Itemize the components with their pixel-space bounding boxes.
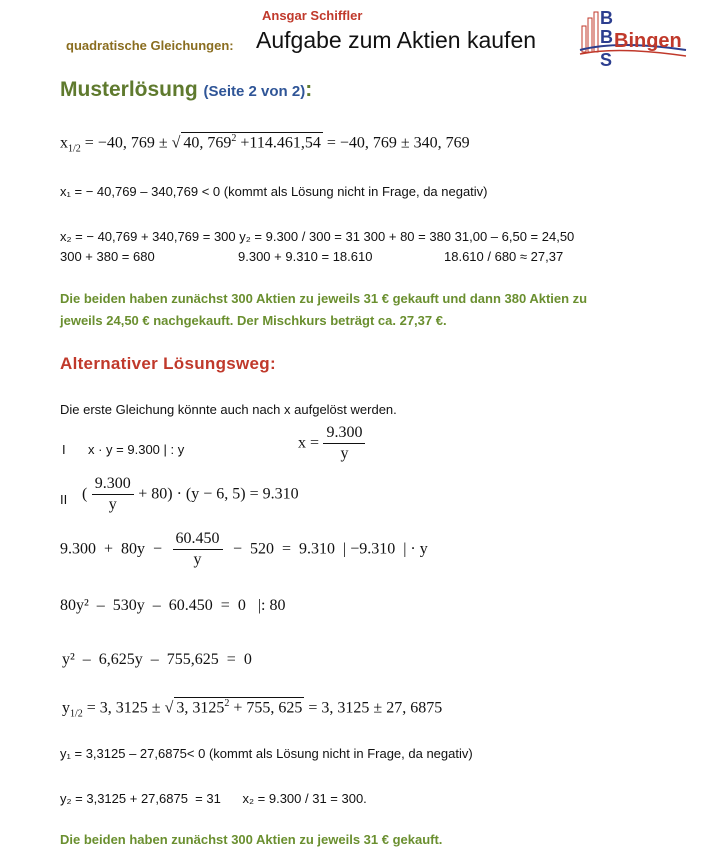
eq2-label: II — [60, 492, 68, 507]
eq2-den: y — [108, 496, 117, 513]
page-note: (Seite 2 von 2) — [203, 83, 306, 100]
eq3 — [60, 530, 428, 569]
eq1-fraction — [323, 424, 365, 463]
eq-x12-rad-b: +114.461,54 — [236, 134, 321, 152]
eq6-a: = 3, 3125 ± — [82, 699, 165, 717]
section-heading-musterloesung — [60, 78, 312, 102]
musterloesung-title: Musterlösung — [60, 78, 198, 101]
y1-line: y₁ = 3,3125 – 27,6875< 0 (kommt als Lösung nicht in Frage, da negativ) — [60, 746, 473, 761]
author-name: Ansgar Schiffler — [262, 8, 363, 23]
eq-x12-a: = −40, 769 ± — [80, 134, 172, 152]
eq-x12-rad-a: 40, 769 — [183, 134, 232, 152]
eq2-rest: + 80) · (y − 6, 5) = 9.310 — [138, 485, 299, 503]
eq6-radicand — [174, 697, 304, 717]
eq1-x: x = — [298, 434, 320, 452]
y2-line: y₂ = 3,3125 + 27,6875 = 31 x₂ = 9.300 / 31 = 300. — [60, 791, 367, 806]
eq1-label: I — [62, 442, 66, 457]
eq3-b: − 520 = 9.310 | −9.310 | · y — [232, 540, 428, 558]
eq2-fraction — [92, 475, 134, 514]
eq-x12-sub: 1/2 — [68, 143, 81, 155]
eq6-sub: 1/2 — [70, 708, 83, 720]
eq-x12-radicand — [181, 132, 322, 152]
sum-b: 9.300 + 9.310 = 18.610 — [238, 249, 373, 264]
eq-x12-rad-exp: 2 — [231, 133, 237, 144]
eq-x12-b: = −40, 769 ± 340, 769 — [322, 134, 470, 152]
alt-intro: Die erste Gleichung könnte auch nach x aufgelöst werden. — [60, 402, 397, 417]
heading-colon: : — [305, 78, 313, 101]
eq2-num: 9.300 — [92, 475, 134, 495]
equation-y12 — [62, 697, 442, 720]
equation-x12 — [60, 132, 470, 155]
eq1-text: x · y = 9.300 | : y — [88, 442, 185, 457]
eq6-rad-b: + 755, 625 — [229, 699, 303, 717]
sqrt-icon: √ — [171, 134, 181, 152]
x2-line: x₂ = − 40,769 + 340,769 = 300 y₂ = 9.300 / 300 = 31 300 + 80 = 380 31,00 – 6,50 = 24,50 — [60, 229, 575, 244]
eq1-den: y — [340, 445, 349, 462]
page-title: Aufgabe zum Aktien kaufen — [256, 27, 537, 53]
alt-result: Die beiden haben zunächst 300 Aktien zu jeweils 31 € gekauft. — [60, 832, 443, 847]
eq3-a: 9.300 + 80y − — [60, 540, 163, 558]
bbs-bingen-logo — [578, 6, 690, 68]
eq3-fraction — [173, 530, 223, 569]
section-heading-alternativ: Alternativer Lösungsweg: — [60, 354, 276, 373]
result-line-2: jeweils 24,50 € nachgekauft. Der Mischkurs beträgt ca. 27,37 €. — [60, 313, 447, 328]
eq6-lhs: y — [62, 699, 70, 717]
logo-text: Bingen — [614, 30, 682, 52]
eq4: 80y² – 530y – 60.450 = 0 |: 80 — [60, 597, 286, 614]
sqrt-icon: √ — [164, 699, 174, 717]
eq-x12-lhs: x — [60, 134, 68, 152]
subject-label: quadratische Gleichungen: — [66, 38, 234, 53]
logo-letter-b2: B — [600, 27, 613, 47]
logo-letter-s: S — [600, 50, 613, 68]
logo-letter-b1: B — [600, 8, 613, 28]
eq2-open: ( — [82, 485, 88, 503]
sum-c: 18.610 / 680 ≈ 27,37 — [444, 249, 564, 264]
eq5: y² – 6,625y – 755,625 = 0 — [62, 651, 252, 668]
eq6-b: = 3, 3125 ± 27, 6875 — [304, 699, 443, 717]
sum-a: 300 + 380 = 680 — [60, 249, 155, 264]
eq1-solved — [298, 424, 365, 463]
x1-line: x₁ = − 40,769 – 340,769 < 0 (kommt als Lösung nicht in Frage, da negativ) — [60, 184, 488, 199]
eq6-rad-a: 3, 3125 — [176, 699, 225, 717]
eq1-num: 9.300 — [323, 424, 365, 444]
eq3-den: y — [193, 551, 202, 568]
eq3-num: 60.450 — [173, 530, 223, 550]
eq2 — [82, 475, 299, 514]
result-line-1: Die beiden haben zunächst 300 Aktien zu jeweils 31 € gekauft und dann 380 Aktien zu — [60, 291, 588, 306]
eq6-rad-exp: 2 — [224, 698, 230, 709]
